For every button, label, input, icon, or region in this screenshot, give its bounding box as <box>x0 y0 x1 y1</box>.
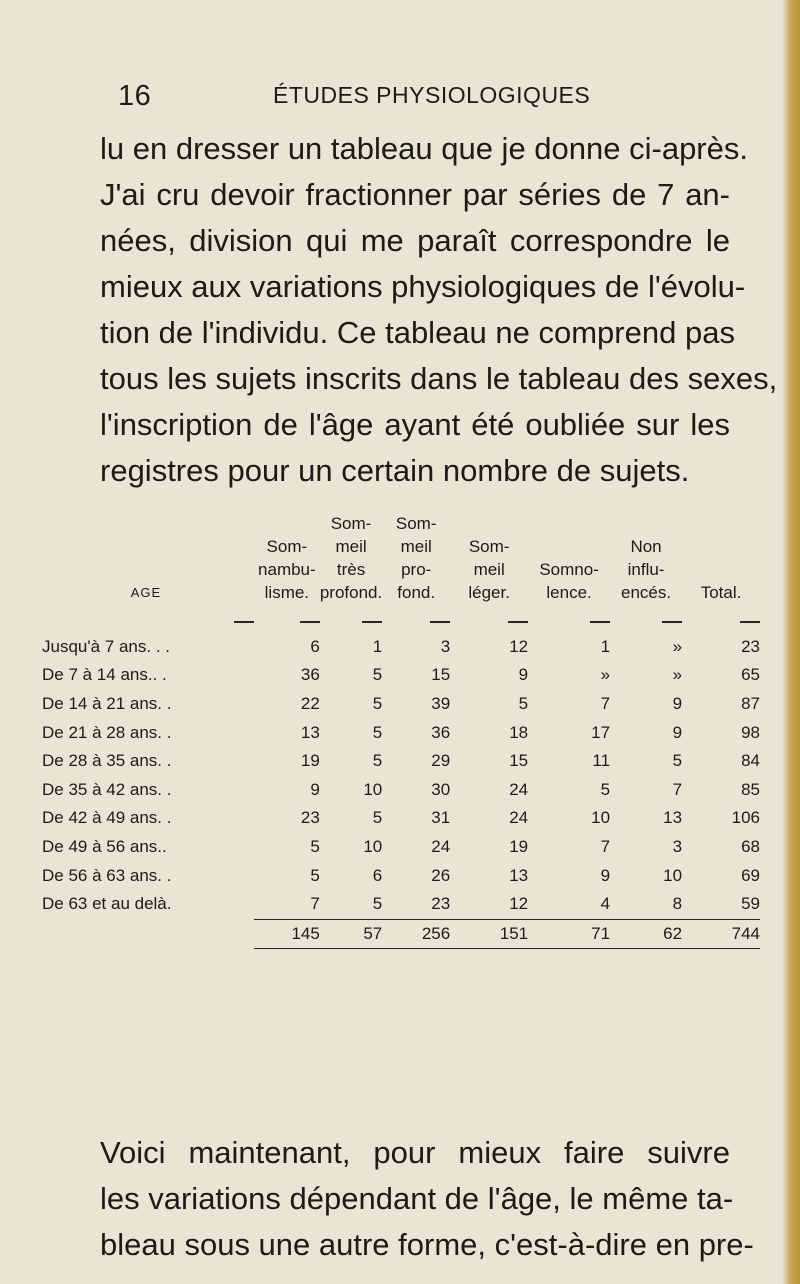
cell-value: 19 <box>509 837 529 857</box>
cell-value: 29 <box>431 751 451 771</box>
text-line: l'inscription de l'âge ayant été oubliée sur les <box>100 407 730 442</box>
cell-value: 5 <box>372 751 383 771</box>
age-label: De 49 à 56 ans.. <box>42 837 167 857</box>
col-header-sommeil-tres-profond: Som- meil très profond. <box>319 514 383 602</box>
text-line: bleau sous une autre forme, c'est-à-dire en pre- <box>100 1227 754 1262</box>
cell-value: 7 <box>310 894 320 914</box>
text-line: tous les sujets inscrits dans le tableau des sexes, <box>100 361 778 396</box>
table-row <box>38 833 760 862</box>
cell-value: 31 <box>431 808 451 828</box>
cell-value: 1 <box>372 636 383 656</box>
cell-value: 24 <box>509 779 529 799</box>
total-value: 71 <box>528 919 610 949</box>
header-dash <box>682 604 760 633</box>
cell-value: 13 <box>300 722 320 742</box>
sleep-by-age-table <box>38 512 760 949</box>
cell-value: » <box>672 665 683 685</box>
cell-value: 5 <box>372 808 383 828</box>
header-rule-row <box>38 604 760 633</box>
cell-value: 5 <box>600 779 611 799</box>
age-label: Jusqu'à 7 ans. . . <box>42 636 170 656</box>
cell-value: 98 <box>741 722 760 742</box>
cell-value: 39 <box>431 694 451 714</box>
text-line: mieux aux variations physiologiques de l'évolu- <box>100 269 746 304</box>
cell-value: 5 <box>372 722 383 742</box>
cell-value: 6 <box>372 865 383 885</box>
cell-value: 12 <box>509 636 529 656</box>
cell-value: 7 <box>600 837 611 857</box>
col-header-age: AGE <box>130 585 162 600</box>
cell-value: 87 <box>741 694 760 714</box>
cell-value: 36 <box>431 722 451 742</box>
total-value: 62 <box>610 919 682 949</box>
cell-value: 84 <box>741 751 760 771</box>
header-dash <box>382 604 450 633</box>
total-value: 256 <box>382 919 450 949</box>
age-label: De 42 à 49 ans. . <box>42 808 172 828</box>
total-value: 151 <box>450 919 528 949</box>
intro-paragraph <box>100 126 778 494</box>
table-row <box>38 661 760 690</box>
cell-value: 5 <box>372 894 383 914</box>
cell-value: 18 <box>509 722 529 742</box>
cell-value: 10 <box>363 837 383 857</box>
text-line: J'ai cru devoir fractionner par séries de 7 an- <box>100 177 730 212</box>
cell-value: 9 <box>600 865 611 885</box>
cell-value: 19 <box>300 751 320 771</box>
header-dash <box>38 604 254 633</box>
table-row <box>38 776 760 805</box>
cell-value: 5 <box>372 694 383 714</box>
cell-value: 26 <box>431 865 451 885</box>
cell-value: 23 <box>741 636 760 656</box>
cell-value: 6 <box>310 636 320 656</box>
cell-value: 65 <box>741 665 760 685</box>
cell-value: 1 <box>600 636 611 656</box>
cell-value: 59 <box>741 894 760 914</box>
totals-row <box>38 919 760 949</box>
cell-value: 69 <box>741 865 760 885</box>
age-label: De 56 à 63 ans. . <box>42 865 172 885</box>
cell-value: 15 <box>431 665 451 685</box>
running-title: ÉTUDES PHYSIOLOGIQUES <box>273 82 591 108</box>
cell-value: 22 <box>300 694 320 714</box>
age-label: De 63 et au delà. <box>42 894 172 914</box>
table-row <box>38 718 760 747</box>
cell-value: 5 <box>372 665 383 685</box>
cell-value: 68 <box>741 837 760 857</box>
cell-value: 15 <box>509 751 529 771</box>
cell-value: 17 <box>591 722 611 742</box>
header-dash <box>450 604 528 633</box>
cell-value: 7 <box>600 694 611 714</box>
cell-value: 85 <box>741 779 760 799</box>
closing-paragraph <box>100 1130 754 1268</box>
cell-value: 106 <box>731 808 760 828</box>
text-line: Voici maintenant, pour mieux faire suivre <box>100 1135 730 1170</box>
text-line: nées, division qui me paraît correspondre le <box>100 223 730 258</box>
total-value: 744 <box>682 919 760 949</box>
cell-value: 5 <box>310 837 320 857</box>
cell-value: 10 <box>591 808 611 828</box>
col-header-non-influences: Non influ- encés. <box>621 537 672 602</box>
cell-value: 13 <box>509 865 529 885</box>
cell-value: 5 <box>672 751 683 771</box>
cell-value: 5 <box>518 694 529 714</box>
header-dash <box>610 604 682 633</box>
age-label: De 14 à 21 ans. . <box>42 694 172 714</box>
cell-value: 11 <box>592 751 611 771</box>
table-row <box>38 747 760 776</box>
header-row <box>38 512 760 604</box>
total-value: 145 <box>254 919 320 949</box>
total-value: 57 <box>320 919 382 949</box>
col-header-sommeil-profond: Som- meil pro- fond. <box>395 514 437 602</box>
cell-value: 23 <box>300 808 320 828</box>
cell-value: » <box>600 665 611 685</box>
cell-value: 5 <box>310 865 320 885</box>
table-row <box>38 890 760 919</box>
col-header-sommeil-leger: Som- meil léger. <box>468 537 510 602</box>
cell-value: 3 <box>672 837 683 857</box>
cell-value: 7 <box>672 779 683 799</box>
cell-value: 3 <box>440 636 451 656</box>
table-row <box>38 633 760 662</box>
table-row <box>38 690 760 719</box>
cell-value: » <box>672 636 683 656</box>
totals-label-cell <box>38 919 254 949</box>
age-label: De 21 à 28 ans. . <box>42 722 172 742</box>
header-dash <box>254 604 320 633</box>
text-line: tion de l'individu. Ce tableau ne comprend pas <box>100 315 735 350</box>
cell-value: 9 <box>310 779 320 799</box>
cell-value: 24 <box>509 808 529 828</box>
text-line: registres pour un certain nombre de sujets. <box>100 453 690 488</box>
age-label: De 7 à 14 ans.. . <box>42 665 167 685</box>
col-header-somnolence: Somno- lence. <box>539 560 599 602</box>
cell-value: 9 <box>672 722 683 742</box>
page-number: 16 <box>118 80 152 112</box>
text-line: lu en dresser un tableau que je donne ci-après. <box>100 131 748 166</box>
cell-value: 9 <box>672 694 683 714</box>
age-label: De 35 à 42 ans. . <box>42 779 172 799</box>
age-label: De 28 à 35 ans. . <box>42 751 172 771</box>
cell-value: 12 <box>509 894 529 914</box>
cell-value: 36 <box>300 665 320 685</box>
cell-value: 13 <box>663 808 683 828</box>
cell-value: 10 <box>663 865 683 885</box>
cell-value: 10 <box>363 779 383 799</box>
col-header-somnambulisme: Som- nambu- lisme. <box>258 537 316 602</box>
cell-value: 23 <box>431 894 451 914</box>
table-row <box>38 861 760 890</box>
cell-value: 4 <box>600 894 611 914</box>
cell-value: 30 <box>431 779 451 799</box>
table-row <box>38 804 760 833</box>
cell-value: 24 <box>431 837 451 857</box>
header-dash <box>320 604 382 633</box>
cell-value: 8 <box>672 894 683 914</box>
header-dash <box>528 604 610 633</box>
col-header-total: Total. <box>700 583 742 602</box>
page-edge <box>782 0 800 1284</box>
cell-value: 9 <box>518 665 529 685</box>
text-line: les variations dépendant de l'âge, le même ta- <box>100 1181 734 1216</box>
